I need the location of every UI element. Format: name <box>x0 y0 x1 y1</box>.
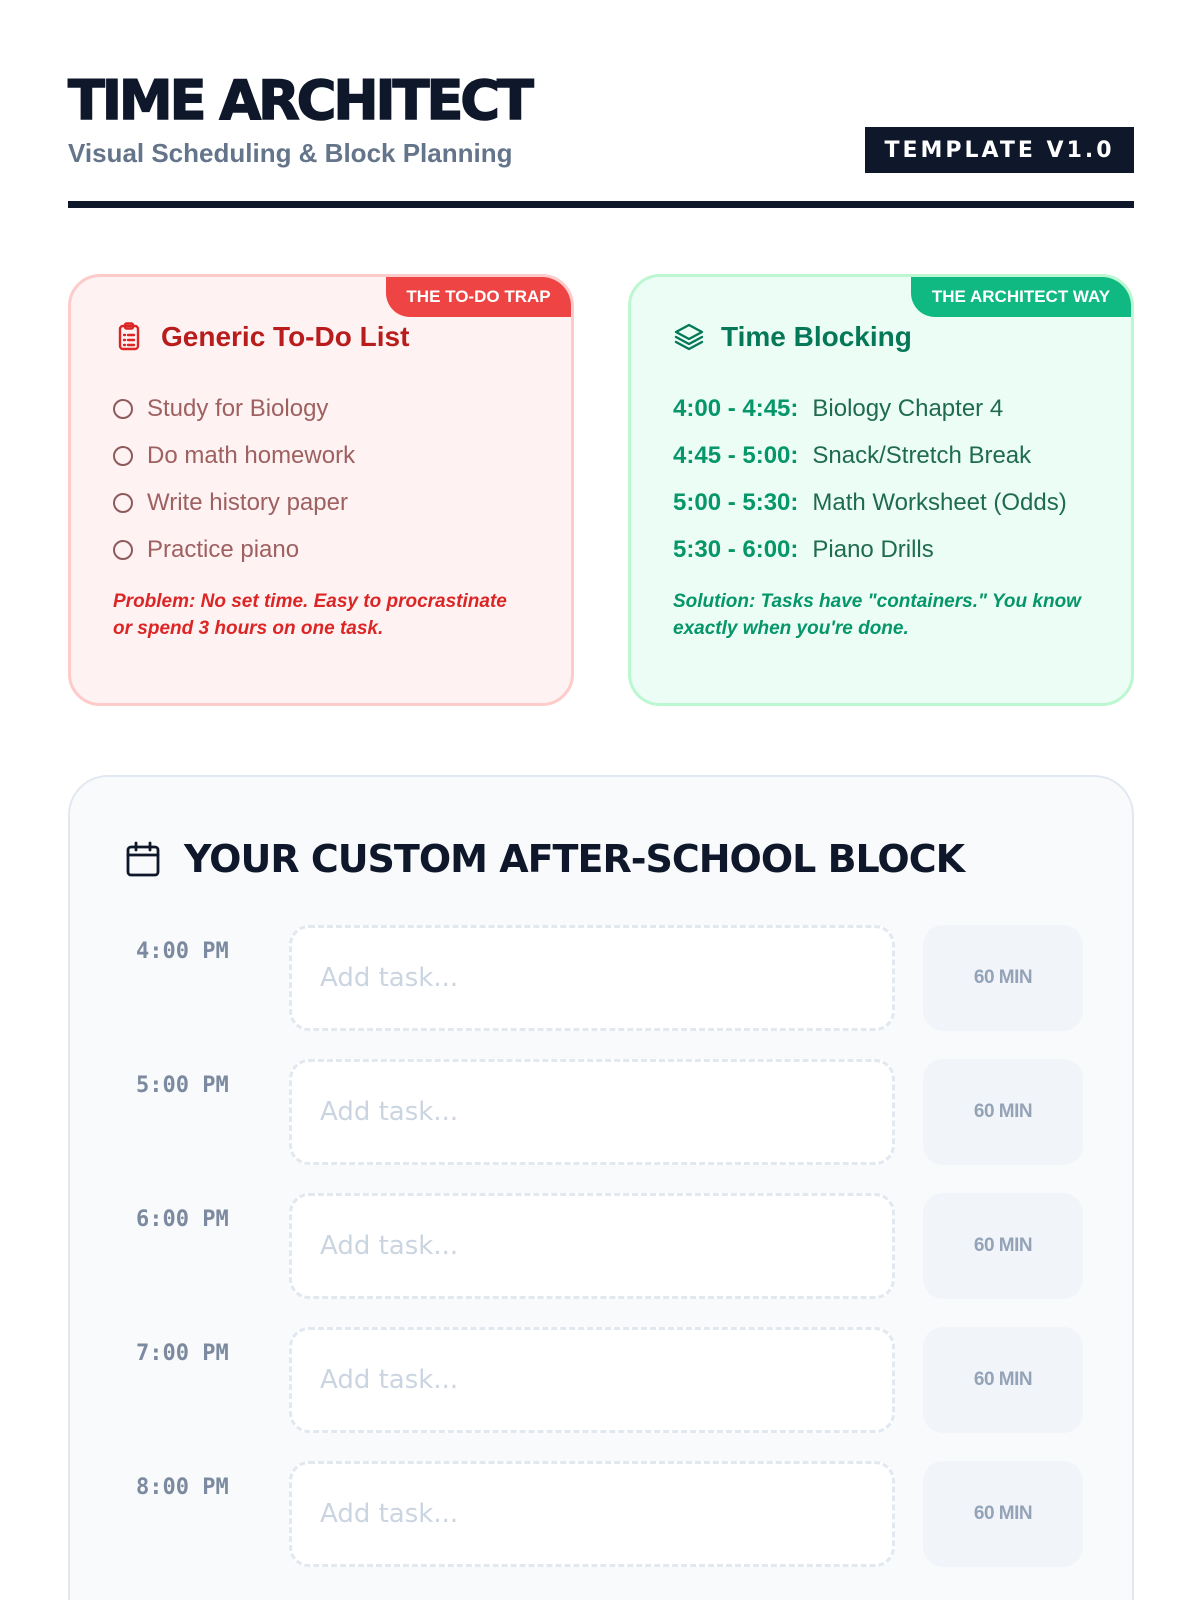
slot-time: 7:00 PM <box>136 1341 229 1366</box>
circle-icon <box>113 540 133 560</box>
after-school-planner <box>68 775 1134 1600</box>
todo-item-label: Write history paper <box>147 488 348 516</box>
time-block-task: Math Worksheet (Odds) <box>812 488 1067 516</box>
time-blocking-title: Time Blocking <box>721 321 912 352</box>
todo-item <box>113 526 355 573</box>
todo-item-label: Practice piano <box>147 535 300 563</box>
time-block-range: 4:45 - 5:00: <box>673 441 799 469</box>
circle-icon <box>113 399 133 419</box>
version-badge: TEMPLATE V1.0 <box>865 127 1134 173</box>
time-block-item <box>673 526 1067 573</box>
problem-note: Problem: No set time. Easy to procrastinate or spend 3 hours on one task. <box>113 591 507 639</box>
solution-note: Solution: Tasks have "containers." You know exactly when you're done. <box>673 591 1081 639</box>
schedule-slot <box>70 1193 1136 1299</box>
circle-icon <box>113 446 133 466</box>
task-input[interactable] <box>289 1327 895 1433</box>
time-block-range: 5:00 - 5:30: <box>673 488 799 516</box>
schedule-slot <box>70 1327 1136 1433</box>
todo-card-title: Generic To-Do List <box>161 321 410 352</box>
time-block-item <box>673 432 1067 479</box>
todo-item-label: Do math homework <box>147 441 356 469</box>
todo-trap-tag: THE TO-DO TRAP <box>386 277 571 317</box>
slot-time: 8:00 PM <box>136 1475 229 1500</box>
circle-icon <box>113 493 133 513</box>
time-block-range: 4:00 - 4:45: <box>673 394 799 422</box>
task-input[interactable] <box>289 925 895 1031</box>
time-block-item <box>673 479 1067 526</box>
task-input[interactable] <box>289 1193 895 1299</box>
time-blocking-card <box>628 274 1134 706</box>
calendar-icon <box>124 840 162 878</box>
schedule-slot <box>70 925 1136 1031</box>
todo-item-label: Study for Biology <box>147 394 329 422</box>
duration-badge: 60 MIN <box>923 1461 1083 1567</box>
slot-time: 5:00 PM <box>136 1073 229 1098</box>
duration-badge: 60 MIN <box>923 1327 1083 1433</box>
todo-item <box>113 385 355 432</box>
todo-list-card <box>68 274 574 706</box>
schedule-slot <box>70 1059 1136 1165</box>
todo-list <box>113 385 355 573</box>
clipboard-list-icon <box>113 321 145 353</box>
task-input[interactable] <box>289 1059 895 1165</box>
architect-way-tag: THE ARCHITECT WAY <box>911 277 1131 317</box>
duration-badge: 60 MIN <box>923 1193 1083 1299</box>
header-divider <box>68 201 1134 208</box>
time-block-item <box>673 385 1067 432</box>
app-title: TIME ARCHITECT <box>68 69 531 132</box>
duration-badge: 60 MIN <box>923 1059 1083 1165</box>
time-block-list <box>673 385 1067 573</box>
task-input[interactable] <box>289 1461 895 1567</box>
todo-item <box>113 432 355 479</box>
time-block-task: Biology Chapter 4 <box>812 394 1004 422</box>
todo-item <box>113 479 355 526</box>
app-subtitle: Visual Scheduling & Block Planning <box>68 138 513 168</box>
time-block-task: Piano Drills <box>812 535 934 563</box>
time-block-task: Snack/Stretch Break <box>812 441 1032 469</box>
slot-time: 4:00 PM <box>136 939 229 964</box>
planner-title: YOUR CUSTOM AFTER-SCHOOL BLOCK <box>184 837 965 881</box>
layers-icon <box>673 321 705 353</box>
page-header <box>68 70 1134 208</box>
slot-time: 6:00 PM <box>136 1207 229 1232</box>
time-block-range: 5:30 - 6:00: <box>673 535 799 563</box>
duration-badge: 60 MIN <box>923 925 1083 1031</box>
schedule-slot <box>70 1461 1136 1567</box>
